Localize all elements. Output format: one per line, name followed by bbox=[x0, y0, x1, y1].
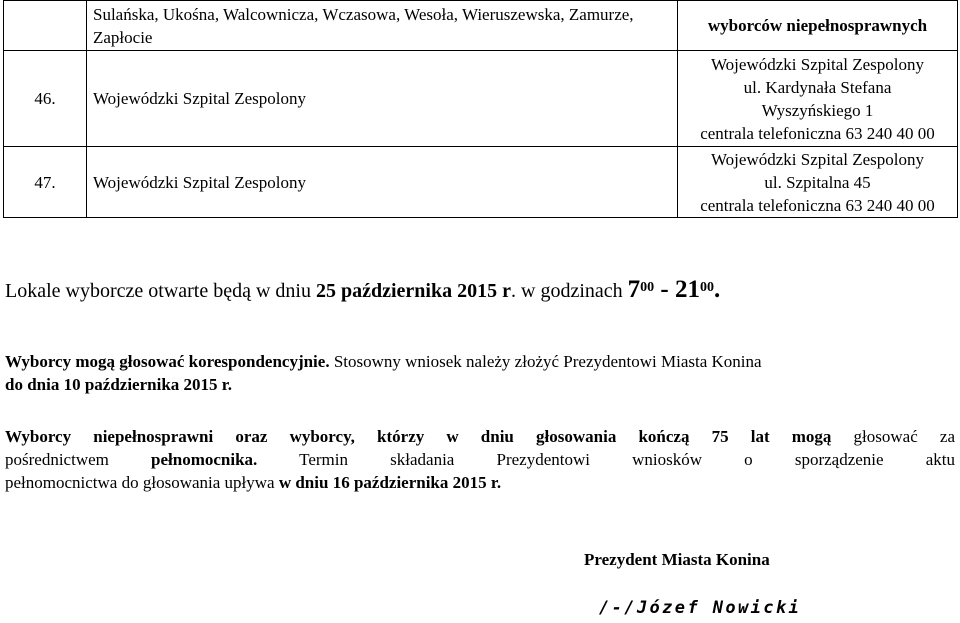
table-row bbox=[4, 147, 958, 218]
district-number bbox=[4, 1, 87, 51]
correspondence-deadline: do dnia 10 października 2015 r. bbox=[5, 375, 233, 394]
proxy-deadline: w dniu 16 października 2015 r. bbox=[278, 473, 502, 492]
polling-place-line: centrala telefoniczna 63 240 40 00 bbox=[700, 195, 935, 215]
district-number: 47. bbox=[4, 147, 87, 218]
proxy-line-2-normal-b: Termin składania Prezydentowi wniosków o sporządzenie aktu bbox=[257, 450, 955, 469]
end-hour: 21 bbox=[674, 276, 700, 303]
signature-name: /-/Józef Nowicki bbox=[599, 598, 802, 618]
table-row bbox=[4, 51, 958, 147]
polling-place bbox=[678, 1, 958, 51]
correspondence-bold: Wyborcy mogą głosować korespondencyjnie. bbox=[5, 352, 330, 371]
start-hour: 7 bbox=[627, 276, 641, 303]
proxy-line-1-normal: głosować za bbox=[831, 427, 955, 446]
district-area: Sulańska, Ukośna, Walcownicza, Wczasowa, Wesoła, Wieruszewska, Zamurze, Zapłocie bbox=[87, 1, 678, 51]
proxy-paragraph bbox=[5, 425, 955, 494]
end-minutes: 00 bbox=[699, 280, 714, 295]
polling-place-line: ul. Kardynała Stefana bbox=[743, 77, 892, 97]
district-area: Wojewódzki Szpital Zespolony bbox=[87, 147, 678, 218]
polling-place bbox=[678, 147, 958, 218]
opening-hours-mid: w godzinach bbox=[516, 280, 628, 302]
proxy-line-2-normal-a: pośrednictwem bbox=[5, 450, 152, 469]
polling-place-line: Wyszyńskiego 1 bbox=[761, 100, 874, 120]
district-number: 46. bbox=[4, 51, 87, 147]
signature-title: Prezydent Miasta Konina bbox=[584, 550, 770, 569]
district-area: Wojewódzki Szpital Zespolony bbox=[87, 51, 678, 147]
start-minutes: 00 bbox=[640, 280, 655, 295]
polling-place-line: Wojewódzki Szpital Zespolony bbox=[711, 54, 924, 74]
correspondence-paragraph bbox=[5, 350, 955, 396]
opening-hours-prefix: Lokale wyborcze otwarte będą w dniu bbox=[5, 280, 316, 302]
proxy-line-2-bold: pełnomocnika. bbox=[151, 450, 258, 469]
opening-hours-dot: . bbox=[511, 280, 516, 302]
hours-dash: - bbox=[654, 276, 675, 303]
proxy-line-1-bold: Wyborcy niepełnosprawni oraz wyborcy, którzy w dniu głosowania kończą 75 lat mogą bbox=[5, 427, 832, 446]
election-date: 25 października 2015 r bbox=[316, 280, 511, 302]
polling-place-line: Wojewódzki Szpital Zespolony bbox=[711, 149, 924, 169]
hours-end: . bbox=[713, 276, 721, 303]
polling-place-line: wyborców niepełnosprawnych bbox=[707, 16, 928, 35]
opening-hours-paragraph bbox=[5, 276, 955, 308]
proxy-line-2 bbox=[5, 448, 955, 471]
proxy-line-1 bbox=[5, 425, 955, 448]
polling-place-line: centrala telefoniczna 63 240 40 00 bbox=[700, 123, 935, 143]
districts-table bbox=[3, 0, 958, 218]
polling-place-line: ul. Szpitalna 45 bbox=[764, 172, 871, 192]
table-row bbox=[4, 1, 958, 51]
proxy-line-3 bbox=[5, 471, 955, 494]
proxy-line-3-normal: pełnomocnictwa do głosowania upływa bbox=[5, 473, 279, 492]
polling-place bbox=[678, 51, 958, 147]
correspondence-normal: Stosowny wniosek należy złożyć Prezydentowi Miasta Konina bbox=[329, 352, 762, 371]
